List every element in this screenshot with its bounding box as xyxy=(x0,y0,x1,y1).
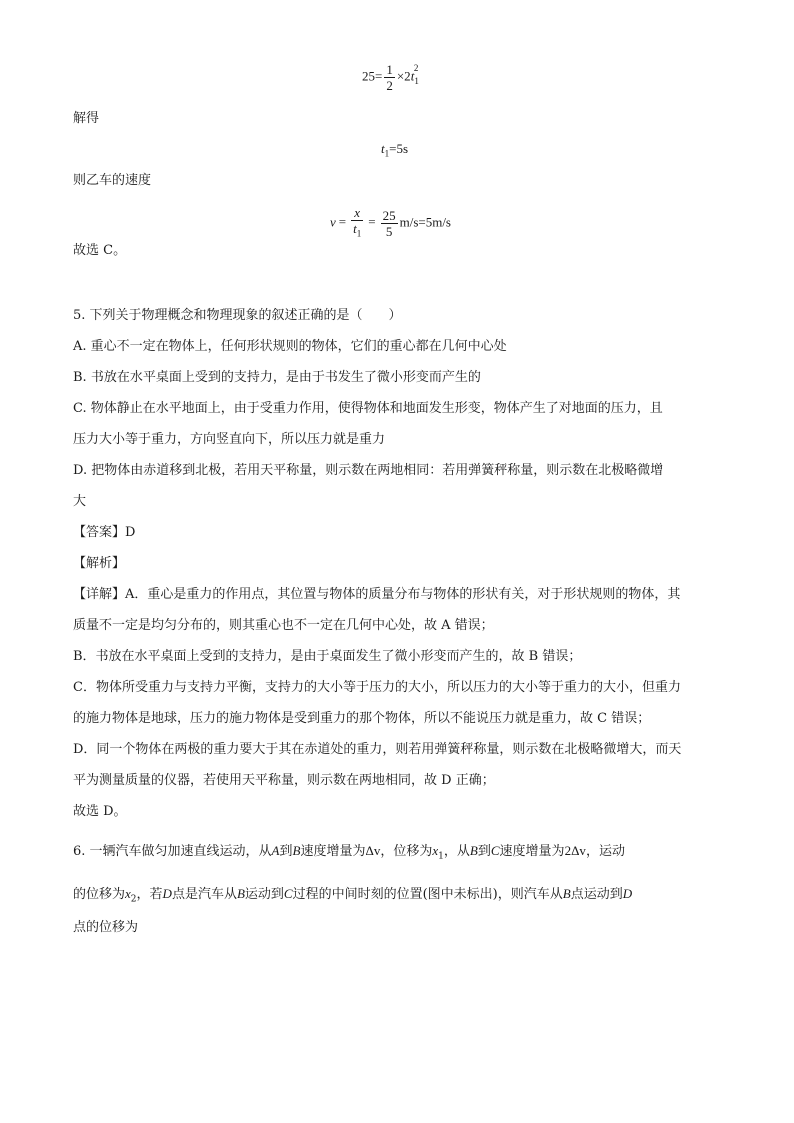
q5-option-a: A. 重心不一定在物体上，任何形状规则的物体，它们的重心都在几何中心处 xyxy=(73,339,507,354)
q5-detail-line3: B．书放在水平桌面上受到的支持力，是由于桌面发生了微小形变而产生的，故 B 错误； xyxy=(73,649,582,664)
q6-line2: 的位移为$x_2$，若D点是汽车从B运动到C过程的中间时刻的位置(图中未标出)，则汽车从B点运动到D xyxy=(73,886,633,905)
q5-analysis-tag: 【解析】 xyxy=(73,556,126,571)
eq3-fraction-2: $\frac{25}{5}$ xyxy=(382,207,396,239)
detail-tag: 【详解】 xyxy=(73,587,126,602)
text-choose-c: 故选 C。 xyxy=(73,243,127,258)
q5-detail-line5: 的施力物体是地球，压力的施力物体是受到重力的那个物体，所以不能说压力就是重力，故 C 错误； xyxy=(73,711,651,726)
q5-detail-line2: 质量不一定是均匀分布的，则其重心也不一定在几何中心处，故 A 错误； xyxy=(73,618,494,633)
q5-option-d-line2: 大 xyxy=(73,494,87,509)
q5-option-c-line1: C. 物体静止在水平地面上，由于受重力作用，使得物体和地面发生形变，物体产生了对地面的压力，且 xyxy=(73,401,663,416)
text-speed: 则乙车的速度 xyxy=(73,173,152,188)
equation-1: 25= $\frac{1}{2}$ $\times 2t_1^2$ xyxy=(362,62,419,93)
eq3-fraction-1: $\frac{x}{t_1}$ xyxy=(353,205,362,239)
q5-detail-line1: 【详解】A．重心是重力的作用点，其位置与物体的质量分布与物体的形状有关，对于形状规则的物体，其 xyxy=(73,587,681,602)
answer-value: D xyxy=(125,525,136,540)
q5-option-b: B. 书放在水平桌面上受到的支持力，是由于书发生了微小形变而产生的 xyxy=(73,370,481,385)
text-jiede: 解得 xyxy=(73,111,100,126)
q5-stem: 5. 下列关于物理概念和物理现象的叙述正确的是（ ） xyxy=(73,308,402,323)
q6-line3: 点的位移为 xyxy=(73,920,139,935)
eq1-fraction: $\frac{1}{2}$ xyxy=(386,62,393,93)
q5-option-c-line2: 压力大小等于重力，方向竖直向下，所以压力就是重力 xyxy=(73,432,386,447)
equation-3: v = $\frac{x}{t_1}$ = $\frac{25}{5}$ m/s=5m/s xyxy=(330,205,451,242)
q5-choose: 故选 D。 xyxy=(73,804,127,819)
q5-detail-line6: D．同一个物体在两极的重力要大于其在赤道处的重力，则若用弹簧秤称量，则示数在北极略微增大，而天 xyxy=(73,742,682,757)
q5-detail-line7: 平为测量质量的仪器，若使用天平称量，则示数在两地相同，故 D 正确； xyxy=(73,773,495,788)
eq1-lhs: 25= xyxy=(362,68,383,84)
q5-detail-line4: C．物体所受重力与支持力平衡，支持力的大小等于压力的大小，所以压力的大小等于重力的大小，但重力 xyxy=(73,680,681,695)
answer-tag: 【答案】 xyxy=(73,525,126,540)
q6-line1: 6. 一辆汽车做匀加速直线运动，从A到B速度增量为Δv，位移为$x_1$，从B到C速度增量为2Δv，运动 xyxy=(73,843,625,862)
equation-2: $t_1=5s$ xyxy=(381,141,409,159)
q5-option-d-line1: D. 把物体由赤道移到北极，若用天平称量，则示数在两地相同：若用弹簧秤称量，则示数在北极略微增 xyxy=(73,463,664,478)
q5-answer xyxy=(73,524,135,542)
